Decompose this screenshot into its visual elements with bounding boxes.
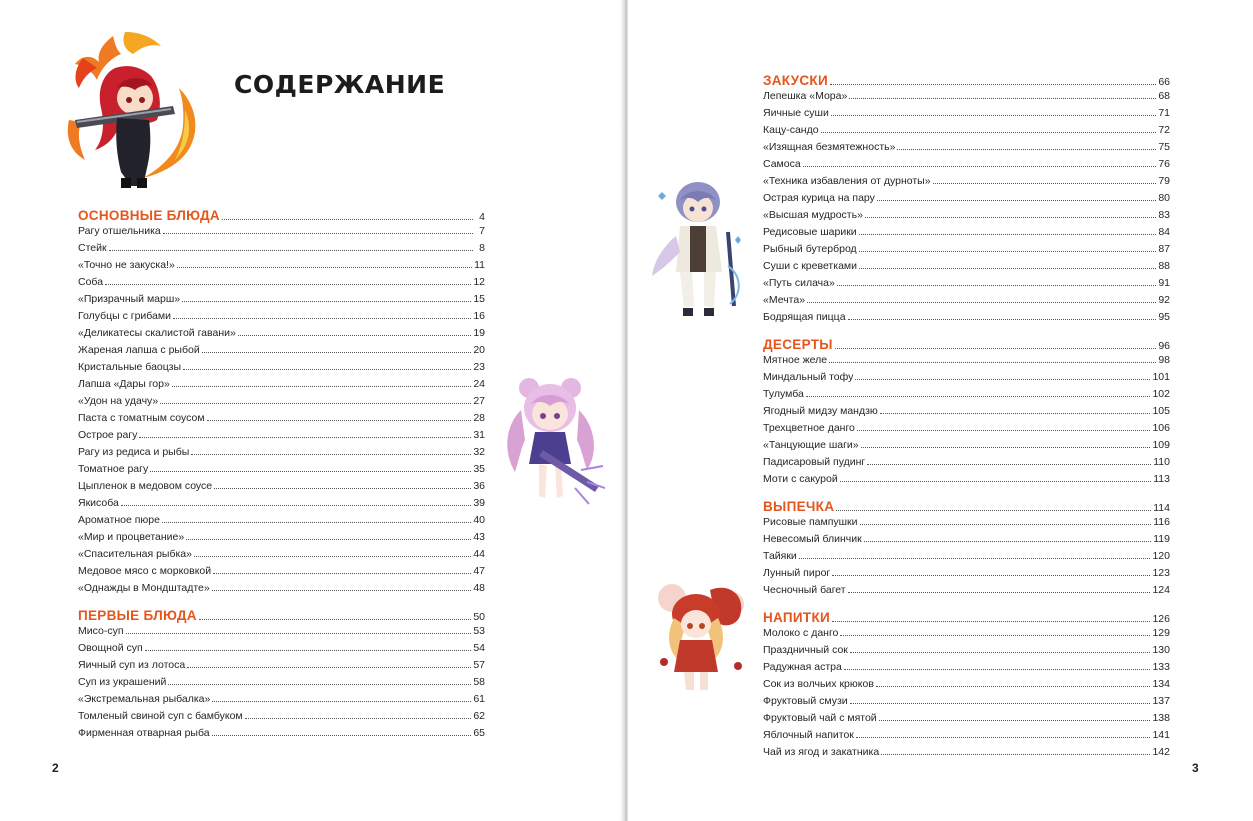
toc-entry[interactable] — [763, 405, 1170, 422]
recipe-page-number: 15 — [473, 293, 485, 305]
recipe-name: Жареная лапша с рыбой — [78, 344, 200, 356]
section-heading[interactable] — [763, 601, 1170, 627]
toc-entry[interactable] — [78, 310, 485, 327]
toc-entry[interactable] — [763, 695, 1170, 712]
recipe-page-number: 28 — [473, 412, 485, 424]
dot-leader — [821, 132, 1157, 133]
toc-entry[interactable] — [763, 311, 1170, 328]
toc-entry[interactable] — [78, 446, 485, 463]
recipe-name: «Танцующие шаги» — [763, 439, 859, 451]
toc-entry[interactable] — [78, 327, 485, 344]
recipe-page-number: 47 — [473, 565, 485, 577]
recipe-page-number: 134 — [1152, 678, 1170, 690]
recipe-page-number: 68 — [1158, 90, 1170, 102]
recipe-page-number: 102 — [1152, 388, 1170, 400]
recipe-name: «Однажды в Мондштадте» — [78, 582, 210, 594]
recipe-page-number: 113 — [1153, 473, 1170, 485]
toc-entry[interactable] — [763, 533, 1170, 550]
section-page-number: 126 — [1152, 613, 1170, 625]
dot-leader — [850, 703, 1151, 704]
dot-leader — [859, 268, 1156, 269]
recipe-page-number: 119 — [1153, 533, 1170, 545]
dot-leader — [861, 447, 1151, 448]
toc-entry[interactable] — [763, 175, 1170, 192]
toc-entry[interactable] — [763, 422, 1170, 439]
dot-leader — [879, 720, 1151, 721]
recipe-name: Лапша «Дары гор» — [78, 378, 170, 390]
toc-entry[interactable] — [763, 260, 1170, 277]
toc-entry[interactable] — [78, 693, 485, 710]
recipe-name: Мисо-суп — [78, 625, 124, 637]
section-page-number: 50 — [473, 611, 485, 623]
dot-leader — [857, 430, 1151, 431]
recipe-name: Яичные суши — [763, 107, 829, 119]
recipe-name: «Деликатесы скалистой гавани» — [78, 327, 236, 339]
recipe-page-number: 123 — [1152, 567, 1170, 579]
toc-entry[interactable] — [78, 395, 485, 412]
dot-leader — [897, 149, 1156, 150]
recipe-page-number: 48 — [473, 582, 485, 594]
recipe-page-number: 53 — [473, 625, 485, 637]
dot-leader — [207, 420, 472, 421]
dot-leader — [222, 219, 473, 220]
dot-leader — [803, 166, 1157, 167]
recipe-name: Самоса — [763, 158, 801, 170]
dot-leader — [806, 396, 1151, 397]
recipe-name: Томатное рагу — [78, 463, 149, 475]
dot-leader — [109, 250, 473, 251]
recipe-page-number: 137 — [1152, 695, 1170, 707]
recipe-page-number: 61 — [473, 693, 485, 705]
section-page-number: 4 — [479, 211, 485, 223]
section-page-number: 96 — [1158, 340, 1170, 352]
recipe-name: Редисовые шарики — [763, 226, 857, 238]
recipe-page-number: 91 — [1158, 277, 1170, 289]
section-title: ОСНОВНЫЕ БЛЮДА — [78, 208, 220, 223]
recipe-name: Трехцветное данго — [763, 422, 855, 434]
table-of-contents-left — [78, 199, 485, 744]
toc-entry[interactable] — [78, 378, 485, 395]
recipe-name: Соба — [78, 276, 104, 288]
toc-entry[interactable] — [763, 473, 1170, 490]
dot-leader — [163, 233, 473, 234]
recipe-page-number: 84 — [1158, 226, 1170, 238]
recipe-page-number: 76 — [1158, 158, 1170, 170]
section-heading[interactable] — [78, 199, 485, 225]
dot-leader — [881, 754, 1150, 755]
toc-entry[interactable] — [78, 225, 485, 242]
recipe-name: Тулумба — [763, 388, 804, 400]
recipe-page-number: 80 — [1158, 192, 1170, 204]
dot-leader — [807, 302, 1156, 303]
dot-leader — [238, 335, 471, 336]
recipe-name: «Путь силача» — [763, 277, 835, 289]
recipe-name: Фруктовый чай с мятой — [763, 712, 877, 724]
recipe-name: «Призрачный марш» — [78, 293, 181, 305]
dot-leader — [859, 234, 1157, 235]
toc-entry[interactable] — [78, 565, 485, 582]
recipe-page-number: 88 — [1158, 260, 1170, 272]
section-title: ВЫПЕЧКА — [763, 499, 835, 514]
recipe-name: Рагу из редиса и рыбы — [78, 446, 190, 458]
dot-leader — [831, 115, 1157, 116]
toc-entry[interactable] — [763, 550, 1170, 567]
toc-entry[interactable] — [763, 294, 1170, 311]
toc-entry[interactable] — [763, 192, 1170, 209]
toc-entry[interactable] — [78, 710, 485, 727]
lavender-haired-character-illustration — [650, 176, 750, 324]
recipe-name: Кацу-сандо — [763, 124, 819, 136]
dot-leader — [186, 539, 471, 540]
recipe-page-number: 62 — [473, 710, 485, 722]
dot-leader — [182, 301, 471, 302]
recipe-name: Рагу отшельника — [78, 225, 161, 237]
recipe-name: «Экстремальная рыбалка» — [78, 693, 211, 705]
toc-entry[interactable] — [763, 354, 1170, 371]
dot-leader — [145, 650, 472, 651]
recipe-name: Сок из волчьих крюков — [763, 678, 874, 690]
section-heading[interactable] — [763, 328, 1170, 354]
dot-leader — [830, 84, 1156, 85]
recipe-page-number: 20 — [473, 344, 485, 356]
recipe-name: «Спасительная рыбка» — [78, 548, 192, 560]
toc-entry[interactable] — [763, 209, 1170, 226]
dot-leader — [183, 369, 471, 370]
toc-entry[interactable] — [78, 676, 485, 693]
toc-entry[interactable] — [763, 107, 1170, 124]
dot-leader — [799, 558, 1151, 559]
recipe-page-number: 124 — [1152, 584, 1170, 596]
recipe-name: Ароматное пюре — [78, 514, 160, 526]
dot-leader — [212, 590, 472, 591]
recipe-page-number: 133 — [1152, 661, 1170, 673]
recipe-page-number: 83 — [1158, 209, 1170, 221]
toc-entry[interactable] — [78, 361, 485, 378]
recipe-page-number: 36 — [473, 480, 485, 492]
recipe-page-number: 130 — [1152, 644, 1170, 656]
dot-leader — [199, 619, 471, 620]
dot-leader — [850, 652, 1151, 653]
red-hooded-character-illustration — [650, 574, 750, 698]
recipe-page-number: 105 — [1152, 405, 1170, 417]
recipe-name: Кристальные баоцзы — [78, 361, 182, 373]
toc-entry[interactable] — [78, 480, 485, 497]
toc-entry[interactable] — [78, 625, 485, 642]
recipe-page-number: 98 — [1158, 354, 1170, 366]
recipe-page-number: 7 — [479, 225, 485, 237]
recipe-name: Чесночный багет — [763, 584, 846, 596]
section-title: НАПИТКИ — [763, 610, 831, 625]
recipe-name: Лепешка «Мора» — [763, 90, 848, 102]
dot-leader — [173, 318, 471, 319]
recipe-name: Миндальный тофу — [763, 371, 854, 383]
recipe-name: Острое рагу — [78, 429, 138, 441]
recipe-name: Томленый свиной суп с бамбуком — [78, 710, 243, 722]
section-title: ЗАКУСКИ — [763, 73, 828, 88]
dot-leader — [864, 541, 1152, 542]
toc-entry[interactable] — [78, 412, 485, 429]
toc-entry[interactable] — [763, 226, 1170, 243]
dot-leader — [212, 701, 471, 702]
dot-leader — [840, 635, 1150, 636]
recipe-name: «Техника избавления от дурноты» — [763, 175, 931, 187]
dot-leader — [867, 464, 1151, 465]
toc-entry[interactable] — [763, 388, 1170, 405]
recipe-page-number: 19 — [473, 327, 485, 339]
recipe-name: Невесомый блинчик — [763, 533, 862, 545]
recipe-name: Яичный суп из лотоса — [78, 659, 186, 671]
dot-leader — [865, 217, 1156, 218]
dot-leader — [168, 684, 471, 685]
recipe-name: Медовое мясо с морковкой — [78, 565, 212, 577]
page-number-right: 3 — [1192, 761, 1199, 775]
toc-entry[interactable] — [763, 277, 1170, 294]
recipe-name: Рисовые пампушки — [763, 516, 858, 528]
toc-entry[interactable] — [763, 584, 1170, 601]
toc-entry[interactable] — [763, 678, 1170, 695]
recipe-page-number: 120 — [1152, 550, 1170, 562]
recipe-name: «Высшая мудрость» — [763, 209, 863, 221]
recipe-page-number: 142 — [1152, 746, 1170, 758]
dot-leader — [848, 592, 1151, 593]
recipe-page-number: 92 — [1158, 294, 1170, 306]
recipe-name: Тайяки — [763, 550, 797, 562]
recipe-page-number: 87 — [1158, 243, 1170, 255]
dot-leader — [849, 98, 1156, 99]
toc-entry[interactable] — [763, 644, 1170, 661]
toc-entry[interactable] — [78, 582, 485, 599]
recipe-name: Рыбный бутерброд — [763, 243, 857, 255]
recipe-name: Стейк — [78, 242, 107, 254]
dot-leader — [844, 669, 1151, 670]
right-page — [628, 0, 1253, 821]
recipe-name: Паста с томатным соусом — [78, 412, 205, 424]
recipe-name: «Мечта» — [763, 294, 806, 306]
recipe-name: Фирменная отварная рыба — [78, 727, 210, 739]
dot-leader — [191, 454, 471, 455]
dot-leader — [160, 403, 471, 404]
toc-entry[interactable] — [763, 746, 1170, 763]
dot-leader — [214, 488, 471, 489]
recipe-name: Фруктовый смузи — [763, 695, 848, 707]
dot-leader — [150, 471, 471, 472]
dot-leader — [837, 285, 1156, 286]
toc-entry[interactable] — [78, 293, 485, 310]
toc-entry[interactable] — [78, 497, 485, 514]
recipe-page-number: 24 — [473, 378, 485, 390]
recipe-name: Острая курица на пару — [763, 192, 875, 204]
dot-leader — [832, 575, 1150, 576]
toc-entry[interactable] — [763, 712, 1170, 729]
toc-entry[interactable] — [763, 124, 1170, 141]
left-page — [0, 0, 624, 821]
section-page-number: 114 — [1153, 502, 1170, 514]
dot-leader — [855, 379, 1150, 380]
recipe-name: Праздничный сок — [763, 644, 848, 656]
dot-leader — [860, 524, 1152, 525]
section-title: ДЕСЕРТЫ — [763, 337, 833, 352]
dot-leader — [856, 737, 1151, 738]
recipe-name: Ягодный мидзу мандзю — [763, 405, 878, 417]
recipe-page-number: 75 — [1158, 141, 1170, 153]
recipe-page-number: 11 — [474, 259, 485, 271]
dot-leader — [245, 718, 472, 719]
toc-entry[interactable] — [763, 439, 1170, 456]
recipe-page-number: 43 — [473, 531, 485, 543]
recipe-name: Овощной суп — [78, 642, 143, 654]
recipe-page-number: 110 — [1153, 456, 1170, 468]
toc-entry[interactable] — [78, 276, 485, 293]
dot-leader — [121, 505, 471, 506]
dot-leader — [829, 362, 1156, 363]
dot-leader — [933, 183, 1157, 184]
pink-haired-character-illustration — [495, 370, 605, 510]
section-heading[interactable] — [78, 599, 485, 625]
dot-leader — [105, 284, 471, 285]
recipe-page-number: 141 — [1152, 729, 1170, 741]
toc-entry[interactable] — [763, 661, 1170, 678]
recipe-name: Бодрящая пицца — [763, 311, 846, 323]
toc-entry[interactable] — [78, 463, 485, 480]
toc-entry[interactable] — [763, 243, 1170, 260]
page-number-left: 2 — [52, 761, 59, 775]
recipe-name: Суши с креветками — [763, 260, 857, 272]
toc-entry[interactable] — [78, 429, 485, 446]
toc-entry[interactable] — [78, 642, 485, 659]
dot-leader — [876, 686, 1151, 687]
toc-entry[interactable] — [763, 627, 1170, 644]
recipe-name: «Точно не закуска!» — [78, 259, 175, 271]
recipe-page-number: 101 — [1152, 371, 1170, 383]
recipe-page-number: 35 — [473, 463, 485, 475]
dot-leader — [172, 386, 472, 387]
toc-entry[interactable] — [78, 344, 485, 361]
recipe-name: Цыпленок в медовом соусе — [78, 480, 213, 492]
recipe-page-number: 57 — [473, 659, 485, 671]
toc-entry[interactable] — [763, 141, 1170, 158]
recipe-page-number: 23 — [473, 361, 485, 373]
recipe-page-number: 129 — [1152, 627, 1170, 639]
dot-leader — [139, 437, 471, 438]
recipe-page-number: 72 — [1158, 124, 1170, 136]
recipe-name: Чай из ягод и закатника — [763, 746, 880, 758]
dot-leader — [213, 573, 471, 574]
dot-leader — [877, 200, 1156, 201]
recipe-page-number: 8 — [479, 242, 485, 254]
toc-entry[interactable] — [763, 158, 1170, 175]
recipe-page-number: 116 — [1153, 516, 1170, 528]
recipe-page-number: 71 — [1158, 107, 1170, 119]
toc-entry[interactable] — [78, 548, 485, 565]
dot-leader — [880, 413, 1151, 414]
recipe-page-number: 16 — [473, 310, 485, 322]
dot-leader — [836, 510, 1151, 511]
recipe-page-number: 27 — [473, 395, 485, 407]
dot-leader — [848, 319, 1157, 320]
toc-entry[interactable] — [763, 371, 1170, 388]
dot-leader — [162, 522, 471, 523]
recipe-page-number: 138 — [1152, 712, 1170, 724]
dot-leader — [832, 621, 1150, 622]
section-page-number: 66 — [1158, 76, 1170, 88]
page-title: СОДЕРЖАНИЕ — [234, 70, 446, 99]
toc-entry[interactable] — [78, 659, 485, 676]
red-haired-character-illustration — [55, 28, 215, 193]
recipe-page-number: 54 — [473, 642, 485, 654]
recipe-name: Лунный пирог — [763, 567, 831, 579]
toc-entry[interactable] — [763, 516, 1170, 533]
recipe-page-number: 106 — [1152, 422, 1170, 434]
dot-leader — [194, 556, 471, 557]
recipe-page-number: 31 — [473, 429, 485, 441]
dot-leader — [840, 481, 1152, 482]
toc-entry[interactable] — [78, 514, 485, 531]
recipe-page-number: 58 — [473, 676, 485, 688]
dot-leader — [126, 633, 472, 634]
recipe-name: Голубцы с грибами — [78, 310, 171, 322]
dot-leader — [835, 348, 1157, 349]
recipe-name: «Изящная безмятежность» — [763, 141, 896, 153]
section-heading[interactable] — [763, 64, 1170, 90]
toc-entry[interactable] — [78, 531, 485, 548]
toc-entry[interactable] — [78, 259, 485, 276]
recipe-page-number: 32 — [473, 446, 485, 458]
toc-entry[interactable] — [763, 90, 1170, 107]
recipe-page-number: 109 — [1152, 439, 1170, 451]
recipe-name: Суп из украшений — [78, 676, 167, 688]
recipe-name: Якисоба — [78, 497, 119, 509]
dot-leader — [212, 735, 472, 736]
dot-leader — [177, 267, 472, 268]
recipe-name: Яблочный напиток — [763, 729, 854, 741]
dot-leader — [202, 352, 472, 353]
dot-leader — [187, 667, 471, 668]
recipe-page-number: 40 — [473, 514, 485, 526]
toc-entry[interactable] — [78, 242, 485, 259]
recipe-page-number: 95 — [1158, 311, 1170, 323]
recipe-name: Радужная астра — [763, 661, 842, 673]
recipe-name: Падисаровый пудинг — [763, 456, 866, 468]
recipe-name: Мятное желе — [763, 354, 828, 366]
toc-entry[interactable] — [763, 456, 1170, 473]
recipe-page-number: 12 — [473, 276, 485, 288]
toc-entry[interactable] — [78, 727, 485, 744]
recipe-name: «Удон на удачу» — [78, 395, 159, 407]
toc-entry[interactable] — [763, 729, 1170, 746]
section-heading[interactable] — [763, 490, 1170, 516]
recipe-name: Моти с сакурой — [763, 473, 838, 485]
recipe-page-number: 39 — [473, 497, 485, 509]
recipe-page-number: 65 — [473, 727, 485, 739]
recipe-name: Молоко с данго — [763, 627, 839, 639]
dot-leader — [859, 251, 1157, 252]
recipe-name: «Мир и процветание» — [78, 531, 185, 543]
table-of-contents-right — [763, 64, 1170, 763]
recipe-page-number: 79 — [1158, 175, 1170, 187]
recipe-page-number: 44 — [473, 548, 485, 560]
toc-entry[interactable] — [763, 567, 1170, 584]
section-title: ПЕРВЫЕ БЛЮДА — [78, 608, 197, 623]
